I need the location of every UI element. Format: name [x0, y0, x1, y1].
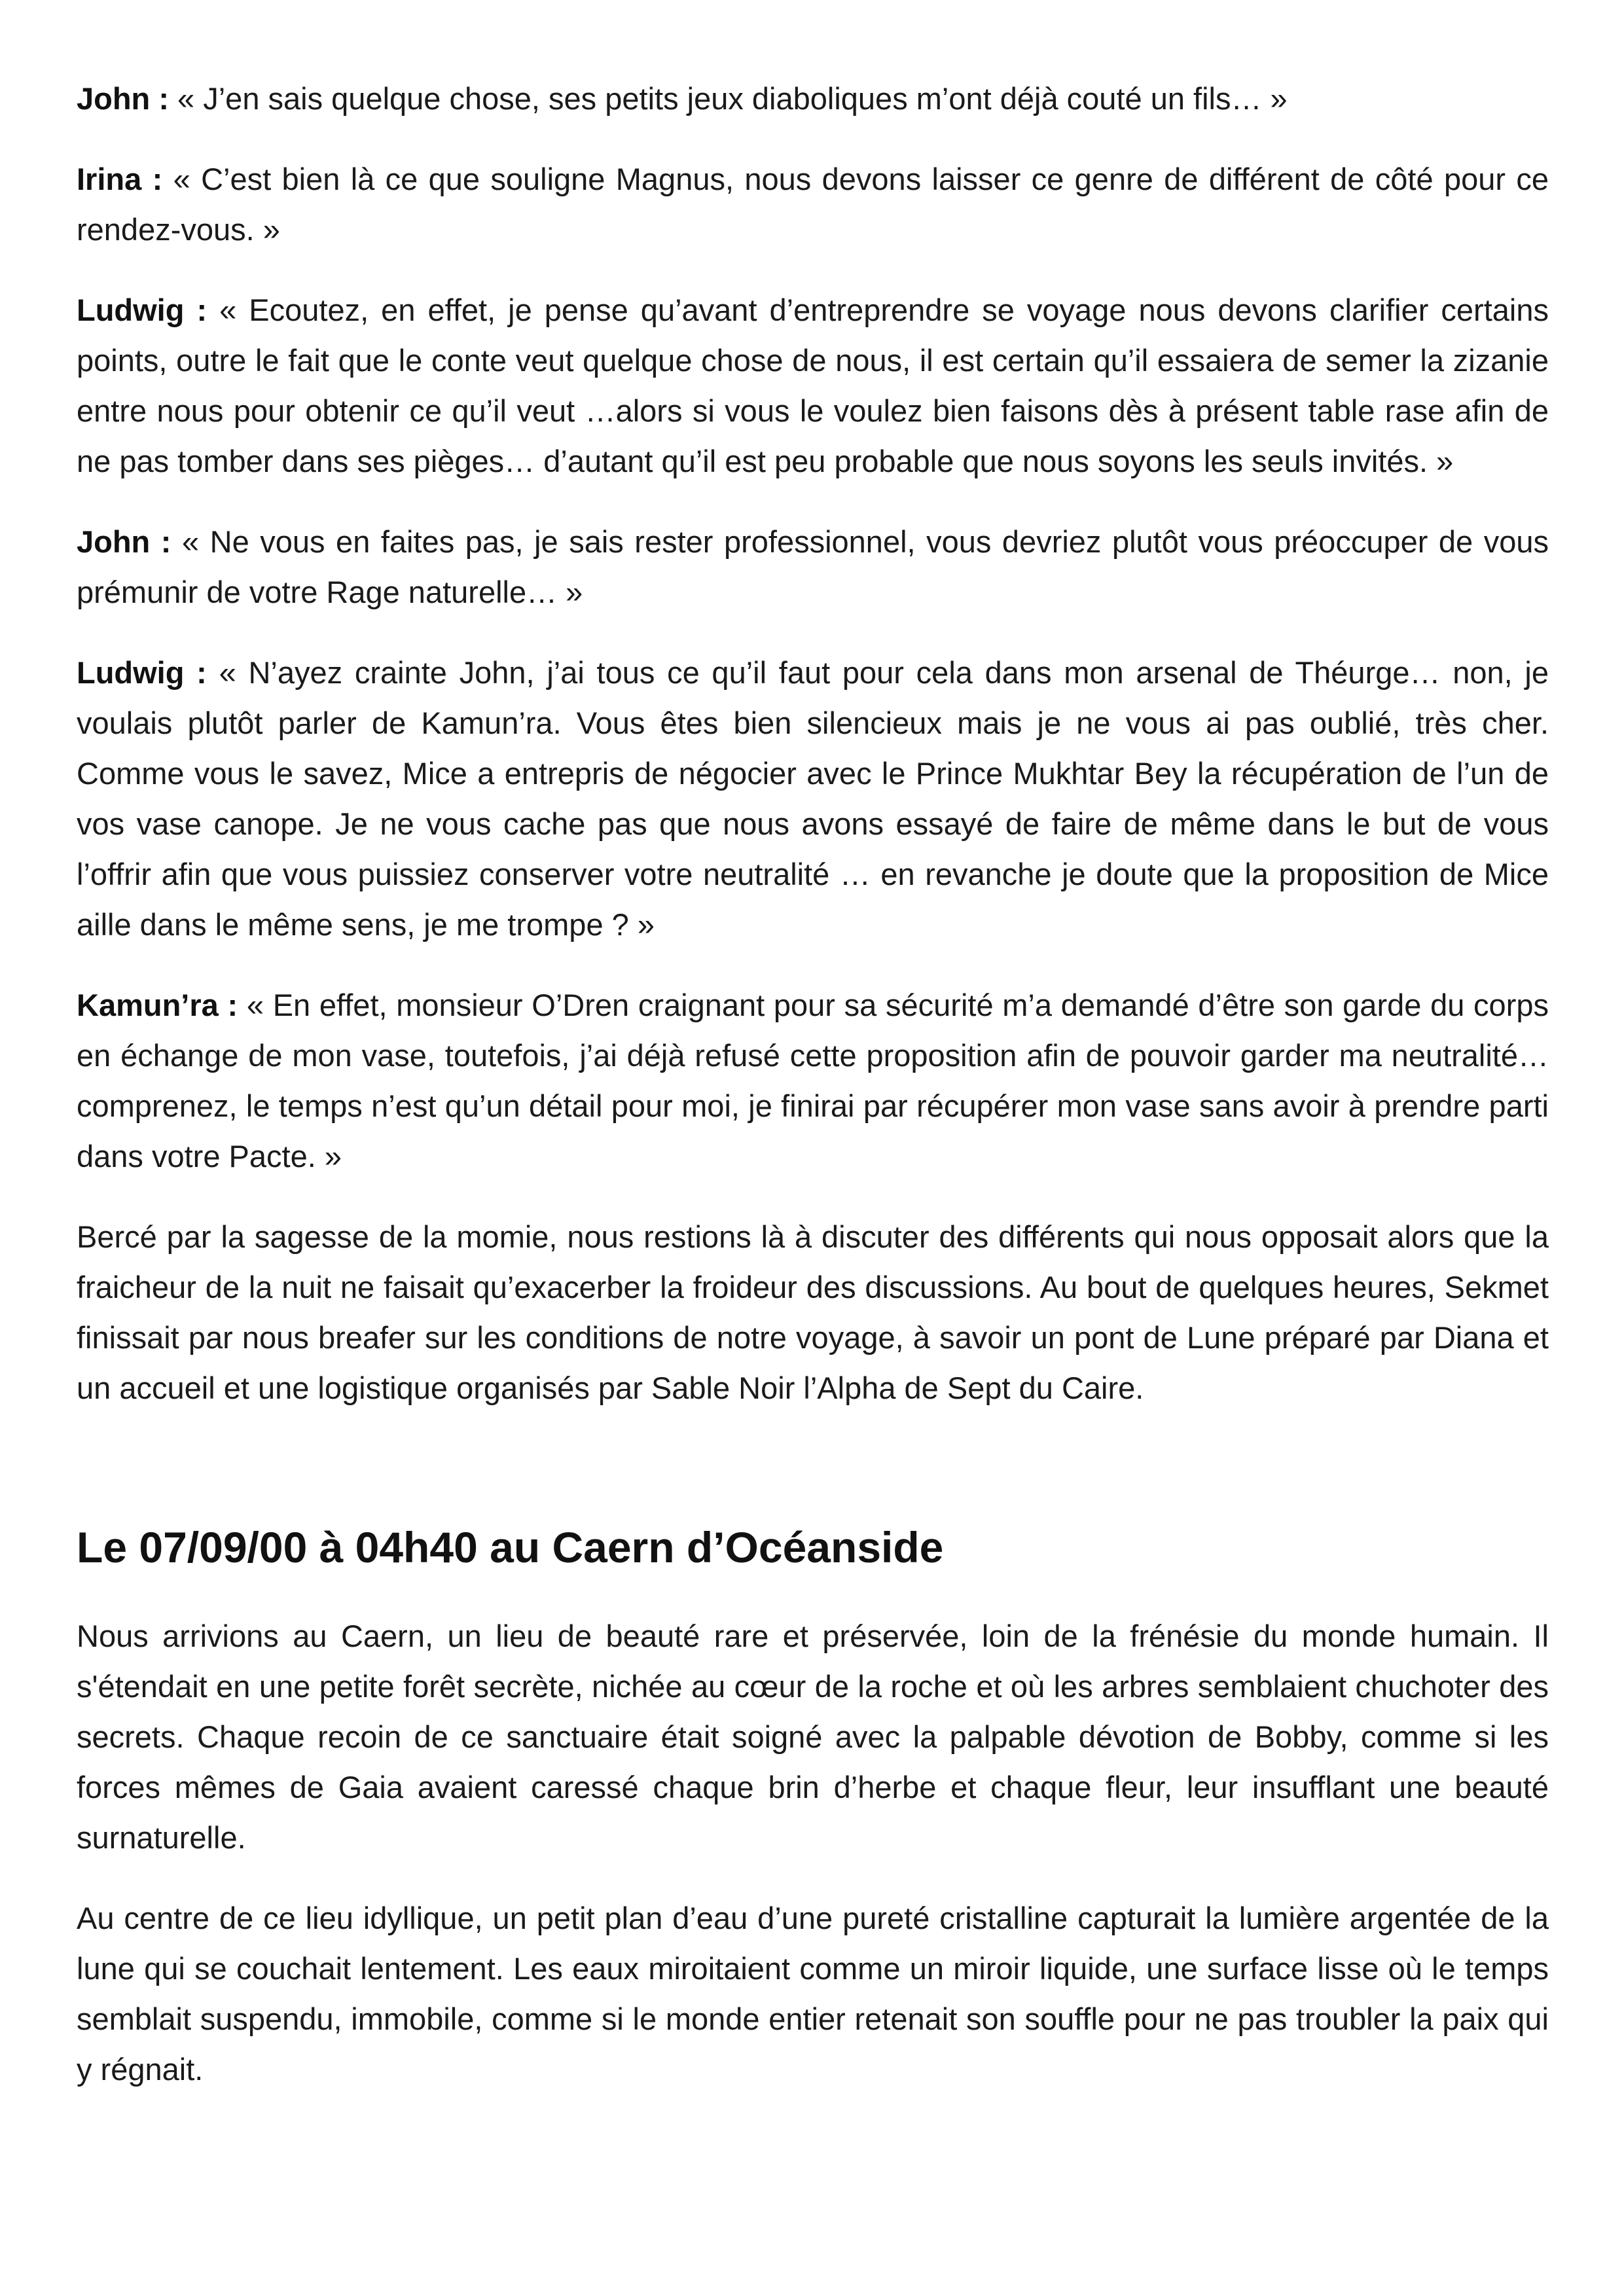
speaker-name: Ludwig :	[77, 293, 208, 327]
dialogue-text: « N’ayez crainte John, j’ai tous ce qu’il faut pour cela dans mon arsenal de Théurge… non, je voulais plutôt parler de Kamun’ra. Vous êtes bien silencieux mais je ne vous ai pas oublié, très cher. Comme vous le savez, Mice a entrepris de négocier avec le Prince Mukhtar Bey la récupération de l’un de vos vase canope. Je ne vous cache pas que nous avons essayé de faire de même dans le but de vous l’offrir afin que vous puissiez conserver votre neutralité … en revanche je doute que la proposition de Mice aille dans le même sens, je me trompe ? »	[77, 655, 1549, 942]
dialogue-text: « Ne vous en faites pas, je sais rester professionnel, vous devriez plutôt vous préoccuper de vous prémunir de votre Rage naturelle… »	[77, 524, 1549, 609]
speaker-name: Ludwig :	[77, 655, 207, 690]
dialogue-text: « En effet, monsieur O’Dren craignant pour sa sécurité m’a demandé d’être son garde du corps en échange de mon vase, toutefois, j’ai déjà refusé cette proposition afin de pouvoir garder ma neutralité… comprenez, le temps n’est qu’un détail pour moi, je finirai par récupérer mon vase sans avoir à prendre parti dans votre Pacte. »	[77, 988, 1549, 1174]
dialogue-text: « Ecoutez, en effet, je pense qu’avant d’entreprendre se voyage nous devons clarifier certains points, outre le fait que le conte veut quelque chose de nous, il est certain qu’il essaiera de semer la zizanie entre nous pour obtenir ce qu’il veut …alors si vous le voulez bien faisons dès à présent table rase afin de ne pas tomber dans ses pièges… d’autant qu’il est peu probable que nous soyons les seuls invités. »	[77, 293, 1549, 478]
dialogue-line-john-2	[77, 516, 1549, 617]
section-paragraph-1: Nous arrivions au Caern, un lieu de beauté rare et préservée, loin de la frénésie du monde humain. Il s'étendait en une petite forêt secrète, nichée au cœur de la roche et où les arbres semblaient chuchoter des secrets. Chaque recoin de ce sanctuaire était soigné avec la palpable dévotion de Bobby, comme si les forces mêmes de Gaia avaient caressé chaque brin d’herbe et chaque fleur, leur insufflant une beauté surnaturelle.	[77, 1619, 1549, 1855]
dialogue-line-john-1	[77, 73, 1549, 124]
narration-paragraph: Bercé par la sagesse de la momie, nous restions là à discuter des différents qui nous opposait alors que la fraicheur de la nuit ne faisait qu’exacerber la froideur des discussions. Au bout de quelques heures, Sekmet finissait par nous breafer sur les conditions de notre voyage, à savoir un pont de Lune préparé par Diana et un accueil et une logistique organisés par Sable Noir l’Alpha de Sept du Caire.	[77, 1219, 1549, 1405]
document-page	[77, 73, 1549, 2125]
dialogue-line-ludwig-1	[77, 285, 1549, 486]
dialogue-line-kamunra	[77, 980, 1549, 1181]
dialogue-text: « J’en sais quelque chose, ses petits jeux diaboliques m’ont déjà couté un fils… »	[177, 81, 1288, 116]
section-heading: Le 07/09/00 à 04h40 au Caern d’Océanside	[77, 1523, 944, 1571]
speaker-name: Irina :	[77, 162, 163, 196]
speaker-name: Kamun’ra :	[77, 988, 238, 1022]
speaker-name: John :	[77, 81, 169, 116]
dialogue-text: « C’est bien là ce que souligne Magnus, nous devons laisser ce genre de différent de côté pour ce rendez-vous. »	[77, 162, 1549, 247]
section-paragraph-2: Au centre de ce lieu idyllique, un petit plan d’eau d’une pureté cristalline capturait la lumière argentée de la lune qui se couchait lentement. Les eaux miroitaient comme un miroir liquide, une surface lisse où le temps semblait suspendu, immobile, comme si le monde entier retenait son souffle pour ne pas troubler la paix qui y régnait.	[77, 1901, 1549, 2087]
dialogue-line-irina	[77, 154, 1549, 255]
dialogue-line-ludwig-2	[77, 647, 1549, 950]
speaker-name: John :	[77, 524, 171, 559]
